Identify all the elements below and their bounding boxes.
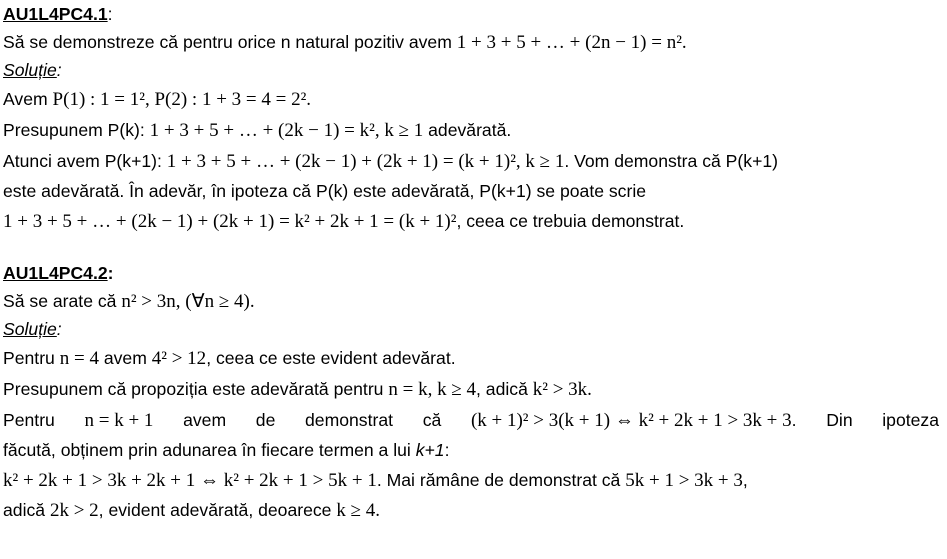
problem-1-solution-heading — [3, 56, 943, 84]
problem-2-derivation-text: făcută, obținem prin adunarea în fiecare termen a lui — [3, 440, 416, 460]
problem-1-hypothesis-text: Presupunem P(k): — [3, 120, 150, 140]
problem-2-avem-text: avem — [98, 348, 152, 368]
problem-2-step — [3, 405, 939, 436]
problem-1-step-tail: . Vom demonstra că P(k+1) — [564, 151, 778, 171]
problem-1-step — [3, 146, 943, 177]
problem-2-pentru-text: Pentru — [3, 348, 60, 368]
problem-2-code: AU1L4PC4.2 — [3, 263, 108, 283]
problem-2-solution-heading — [3, 315, 943, 343]
problem-1-hypothesis-formula: 1 + 3 + 5 + … + (2k − 1) = k², k ≥ 1 — [149, 120, 424, 141]
problem-2-inequality-formula: k² + 2k + 1 > 3k + 2k + 1 ⇔ k² + 2k + 1 > 5k + 1 — [3, 470, 377, 491]
problem-2-inequality-line — [3, 465, 943, 496]
problem-2-hypothesis — [3, 374, 943, 405]
problem-2-base-case-formula: 4² > 12 — [151, 348, 207, 369]
problem-2-step-n-formula: n = k + 1 — [84, 410, 154, 431]
problem-2-step-word-ca: că — [422, 410, 442, 430]
problem-1-proof-line — [3, 177, 943, 206]
problem-1-step-formula: 1 + 3 + 5 + … + (2k − 1) + (2k + 1) = (k + 1)², k ≥ 1 — [166, 151, 565, 172]
problem-2-inequality-mid: . Mai rămâne de demonstrat că — [376, 470, 621, 490]
problem-2-hypothesis-formula: k² > 3k. — [532, 379, 592, 400]
problem-2-code-colon: : — [107, 263, 114, 283]
problem-1-statement — [3, 28, 943, 56]
problem-2-hypothesis-n-formula: n = k, k ≥ 4 — [388, 379, 477, 400]
problem-2-inequality-tail: , — [742, 470, 748, 490]
problem-2-step-word-demonstrat: demonstrat — [305, 410, 394, 430]
problem-1-solution-label: Soluție — [3, 60, 57, 80]
problem-1-conclusion-tail: , ceea ce trebuia demonstrat. — [456, 211, 685, 231]
problem-2-step-word-pentru: Pentru — [3, 410, 55, 430]
problem-2-derivation-term: k+1 — [415, 440, 445, 460]
problem-2-statement-text: Să se arate că — [3, 291, 122, 311]
problem-2-derivation-line — [3, 436, 943, 465]
problem-2-solution-label: Soluție — [3, 319, 57, 339]
problem-2-step-word-avem: avem — [183, 410, 227, 430]
problem-1-base-case — [3, 84, 943, 115]
document-body — [3, 0, 943, 525]
problem-2-final-formula: 2k > 2 — [49, 500, 99, 521]
problem-2-hypothesis-mid: , adică — [476, 379, 533, 399]
section-spacer — [3, 237, 943, 259]
problem-2-remaining-formula: 5k + 1 > 3k + 3 — [625, 470, 743, 491]
problem-1-hypothesis — [3, 115, 943, 146]
problem-2-step-period: . — [791, 410, 797, 430]
problem-2-base-n-formula: n = 4 — [59, 348, 99, 369]
problem-1-conclusion — [3, 206, 943, 237]
problem-2-base-case — [3, 343, 943, 374]
problem-1-hypothesis-tail: adevărată. — [423, 120, 512, 140]
problem-2-final-condition: k ≥ 4. — [336, 500, 381, 521]
problem-2-step-word-din: Din — [826, 410, 853, 430]
problem-2-heading-line — [3, 259, 943, 287]
problem-1-solution-colon: : — [56, 60, 62, 80]
problem-1-proof-text: este adevărată. În adevăr, în ipoteza că P(k) este adevărată, P(k+1) se poate scrie — [3, 181, 647, 201]
problem-2-hypothesis-text: Presupunem că propoziția este adevărată pentru — [3, 379, 389, 399]
problem-1-code-colon: : — [107, 4, 113, 24]
problem-2-statement — [3, 287, 943, 315]
problem-2-step-formula: (k + 1)² > 3(k + 1) ⇔ k² + 2k + 1 > 3k + 3 — [470, 410, 792, 431]
problem-2-step-word-ipoteza: ipoteza — [882, 410, 939, 430]
problem-2-solution-colon: : — [56, 319, 62, 339]
problem-1-avem-text: Avem — [3, 89, 53, 109]
problem-2-final-mid: , evident adevărată, deoarece — [98, 500, 337, 520]
problem-2-statement-formula: n² > 3n, (∀n ≥ 4). — [121, 291, 255, 312]
problem-1-heading-line — [3, 0, 943, 28]
problem-2-step-word-de: de — [255, 410, 276, 430]
problem-2-base-case-tail: , ceea ce este evident adevărat. — [206, 348, 456, 368]
problem-1-base-case-formula: P(1) : 1 = 1², P(2) : 1 + 3 = 4 = 2². — [52, 89, 312, 110]
problem-1-code: AU1L4PC4.1 — [3, 4, 108, 24]
problem-2-adica-text: adică — [3, 500, 50, 520]
problem-1-conclusion-formula: 1 + 3 + 5 + … + (2k − 1) + (2k + 1) = k² + 2k + 1 = (k + 1)² — [3, 211, 457, 232]
problem-1-step-text: Atunci avem P(k+1): — [3, 151, 167, 171]
problem-2-derivation-colon: : — [444, 440, 450, 460]
problem-2-step-formula-group — [471, 405, 797, 436]
problem-1-statement-formula: 1 + 3 + 5 + … + (2n − 1) = n². — [456, 32, 687, 53]
problem-1-statement-text: Să se demonstreze că pentru orice n natural pozitiv avem — [3, 32, 457, 52]
problem-2-final-line — [3, 496, 943, 525]
